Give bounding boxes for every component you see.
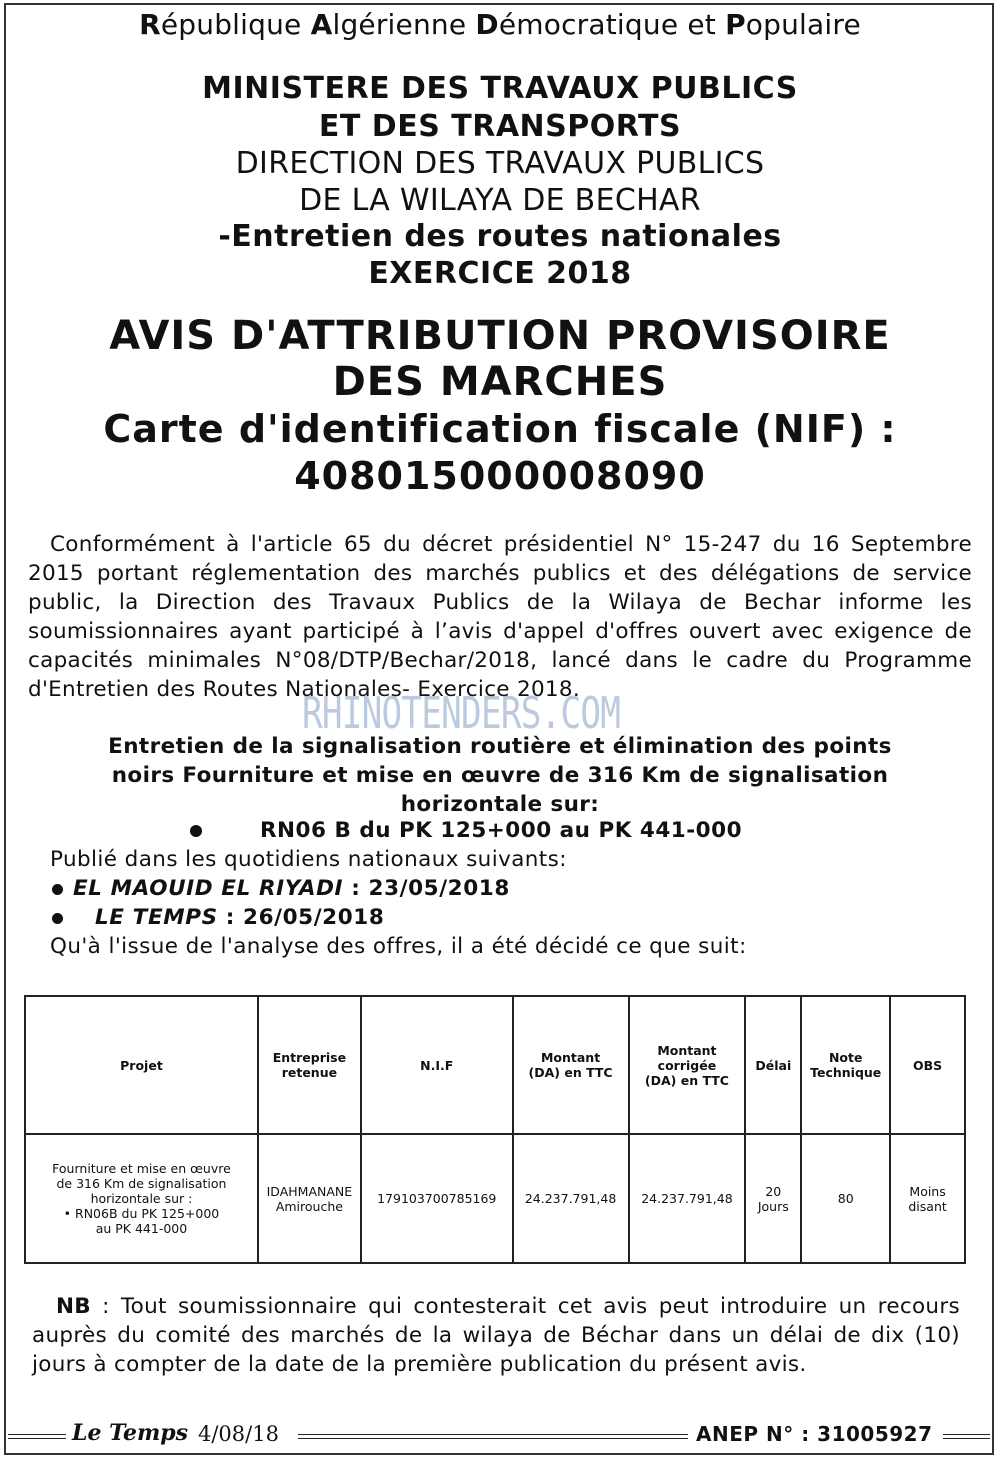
cell-montant: 24.237.791,48 xyxy=(513,1134,629,1263)
cell-projet: Fourniture et mise en œuvre de 316 Km de signalisation horizontale sur : • RN06B du PK 125+000 au PK 441-000 xyxy=(25,1134,258,1263)
table-row xyxy=(25,1134,965,1263)
cell-nif: 179103700785169 xyxy=(361,1134,513,1263)
subject-block: Entretien de la signalisation routière et élimination des points noirs Fourniture et mise en œuvre de 316 Km de signalisation horizontale sur: xyxy=(108,734,892,817)
footer-rule xyxy=(943,1434,990,1439)
footer-anep: ANEP N° : 31005927 xyxy=(696,1422,933,1446)
col-header: N.I.F xyxy=(361,996,513,1134)
col-header: Note Technique xyxy=(801,996,890,1134)
body-paragraph: Conformément à l'article 65 du décret présidentiel N° 15-247 du 16 Septembre 2015 portant réglementation des marchés publics et des délégations de service public, la Direction des Travaux Publics de la Wilaya de Bechar informe les soumissionnaires ayant participé à l’avis d'appel d'offres ouvert avec exigence de capacités minimales N°08/DTP/Bechar/2018, lancé dans le cadre du Programme d'Entretien des Routes Nationales- Exercice 2018. xyxy=(28,532,972,702)
ministry-title: MINISTERE DES TRAVAUX PUBLICS ET DES TRANSPORTS xyxy=(202,71,798,144)
cell-montant-corrige: 24.237.791,48 xyxy=(629,1134,746,1263)
bullet-icon xyxy=(52,913,63,924)
nif-heading: Carte d'identification fiscale (NIF) : 408015000008090 xyxy=(103,407,897,498)
table-header-row xyxy=(25,996,965,1134)
publication-item: LE TEMPS : 26/05/2018 xyxy=(52,905,384,930)
watermark: RHINOTENDERS.COM xyxy=(302,688,621,739)
notice-title: AVIS D'ATTRIBUTION PROVISOIRE DES MARCHES xyxy=(109,313,891,405)
outcome-text: Qu'à l'issue de l'analyse des offres, il a été décidé ce que suit: xyxy=(50,934,747,959)
direction-title: DIRECTION DES TRAVAUX PUBLICS DE LA WILAYA DE BECHAR xyxy=(235,146,765,218)
col-header: Délai xyxy=(745,996,801,1134)
col-header: Montant (DA) en TTC xyxy=(513,996,629,1134)
bullet-icon xyxy=(190,825,202,837)
footer-paper-name: Le Temps xyxy=(72,1420,189,1446)
road-item: RN06 B du PK 125+000 au PK 441-000 xyxy=(190,818,742,843)
footer xyxy=(8,1420,990,1450)
col-header: Montant corrigée (DA) en TTC xyxy=(629,996,746,1134)
col-header: OBS xyxy=(890,996,965,1134)
footer-rule xyxy=(298,1434,688,1439)
cell-delai: 20 Jours xyxy=(745,1134,801,1263)
col-header: Projet xyxy=(25,996,258,1134)
results-table xyxy=(24,995,966,1264)
cell-note: 80 xyxy=(801,1134,890,1263)
footer-date: 4/08/18 xyxy=(198,1422,279,1446)
publication-intro: Publié dans les quotidiens nationaux suivants: xyxy=(50,847,567,872)
cell-obs: Moins disant xyxy=(890,1134,965,1263)
republic-header: République Algérienne Démocratique et Populaire xyxy=(139,8,861,41)
cell-entreprise: IDAHMANANE Amirouche xyxy=(258,1134,361,1263)
nb-note: NB : Tout soumissionnaire qui contesterait cet avis peut introduire un recours auprès du comité des marchés de la wilaya de Béchar dans un délai de dix (10) jours à compter de la date de la première publication du présent avis. xyxy=(32,1294,960,1377)
publication-item: EL MAOUID EL RIYADI : 23/05/2018 xyxy=(52,876,510,901)
col-header: Entreprise retenue xyxy=(258,996,361,1134)
program-title: -Entretien des routes nationales EXERCICE 2018 xyxy=(218,219,782,291)
footer-rule xyxy=(8,1434,66,1439)
bullet-icon xyxy=(52,884,63,895)
